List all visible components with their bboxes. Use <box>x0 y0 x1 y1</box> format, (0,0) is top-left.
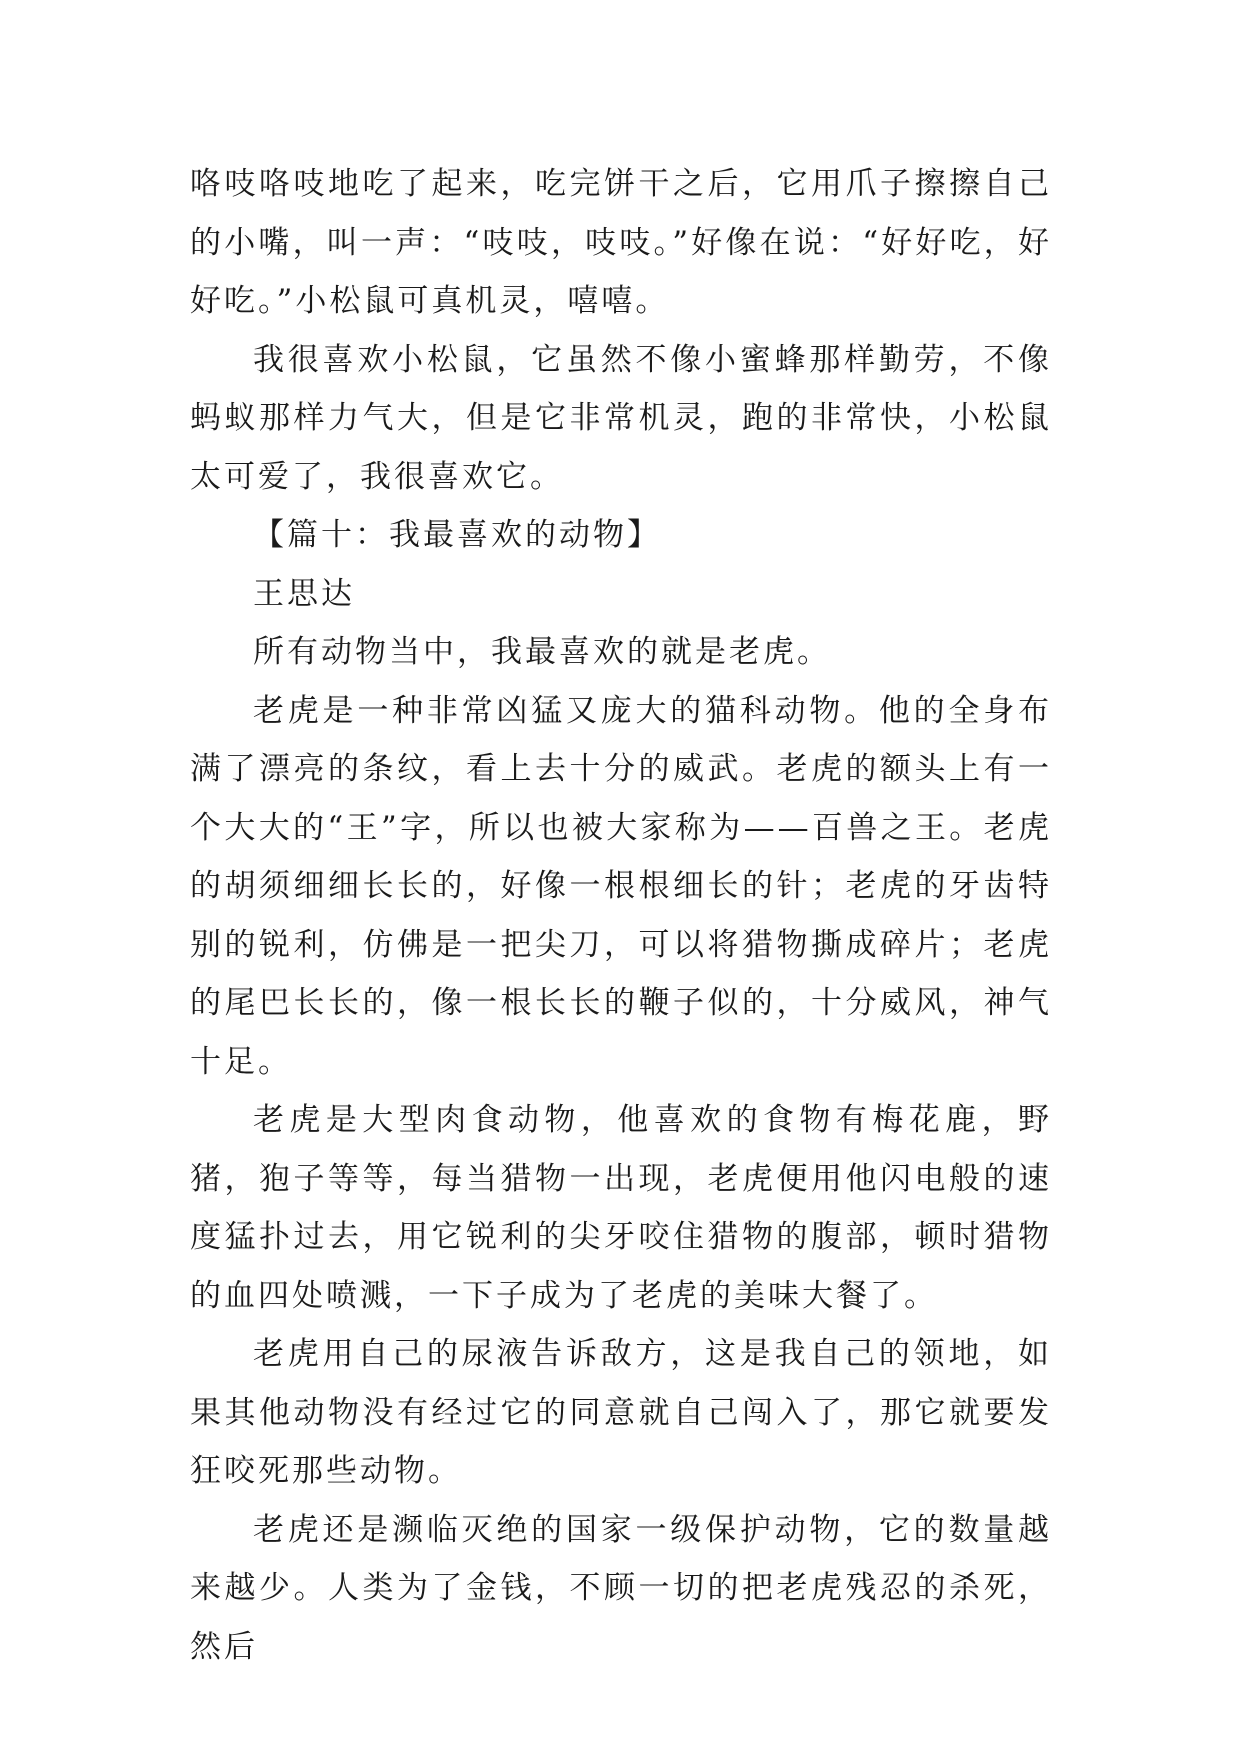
author-name: 王思达 <box>253 575 355 612</box>
section-title: 【篇十：我最喜欢的动物】 <box>253 517 661 553</box>
paragraph-intro: 所有动物当中，我最喜欢的就是老虎。 <box>253 634 831 670</box>
paragraph-tiger-territory: 老虎用自己的尿液告诉敌方，这是我自己的领地，如果其他动物没有经过它的同意就自己闯入了，那它就要发狂咬死那些动物。 <box>190 1336 1052 1489</box>
paragraph-tiger-protection: 老虎还是濒临灭绝的国家一级保护动物，它的数量越来越少。人类为了金钱，不顾一切的把老虎残忍的杀死，然后 <box>190 1511 1052 1665</box>
paragraph-tiger-appearance: 老虎是一种非常凶猛又庞大的猫科动物。他的全身布满了漂亮的条纹，看上去十分的威武。老虎的额头上有一个大大的“王”字，所以也被大家称为——百兽之王。老虎的胡须细细长长的，好像一根根细长的针；老虎的牙齿特别的锐利，仿佛是一把尖刀，可以将猎物撕成碎片；老虎的尾巴长长的，像一根长长的鞭子似的，十分威风，神气十足。 <box>190 692 1052 1080</box>
paragraph-squirrel-summary: 我很喜欢小松鼠，它虽然不像小蜜蜂那样勤劳，不像蚂蚁那样力气大，但是它非常机灵，跑的非常快，小松鼠太可爱了，我很喜欢它。 <box>190 341 1052 495</box>
document-page <box>190 155 1052 1676</box>
paragraph-continuation: 咯吱咯吱地吃了起来，吃完饼干之后，它用爪子擦擦自己的小嘴，叫一声：“吱吱，吱吱。”好像在说：“好好吃，好好吃。”小松鼠可真机灵，嘻嘻。 <box>190 166 1052 319</box>
paragraph-tiger-diet: 老虎是大型肉食动物，他喜欢的食物有梅花鹿，野猪，狍子等等，每当猎物一出现，老虎便用他闪电般的速度猛扑过去，用它锐利的尖牙咬住猎物的腹部，顿时猎物的血四处喷溅，一下子成为了老虎的美味大餐了。 <box>190 1102 1052 1314</box>
